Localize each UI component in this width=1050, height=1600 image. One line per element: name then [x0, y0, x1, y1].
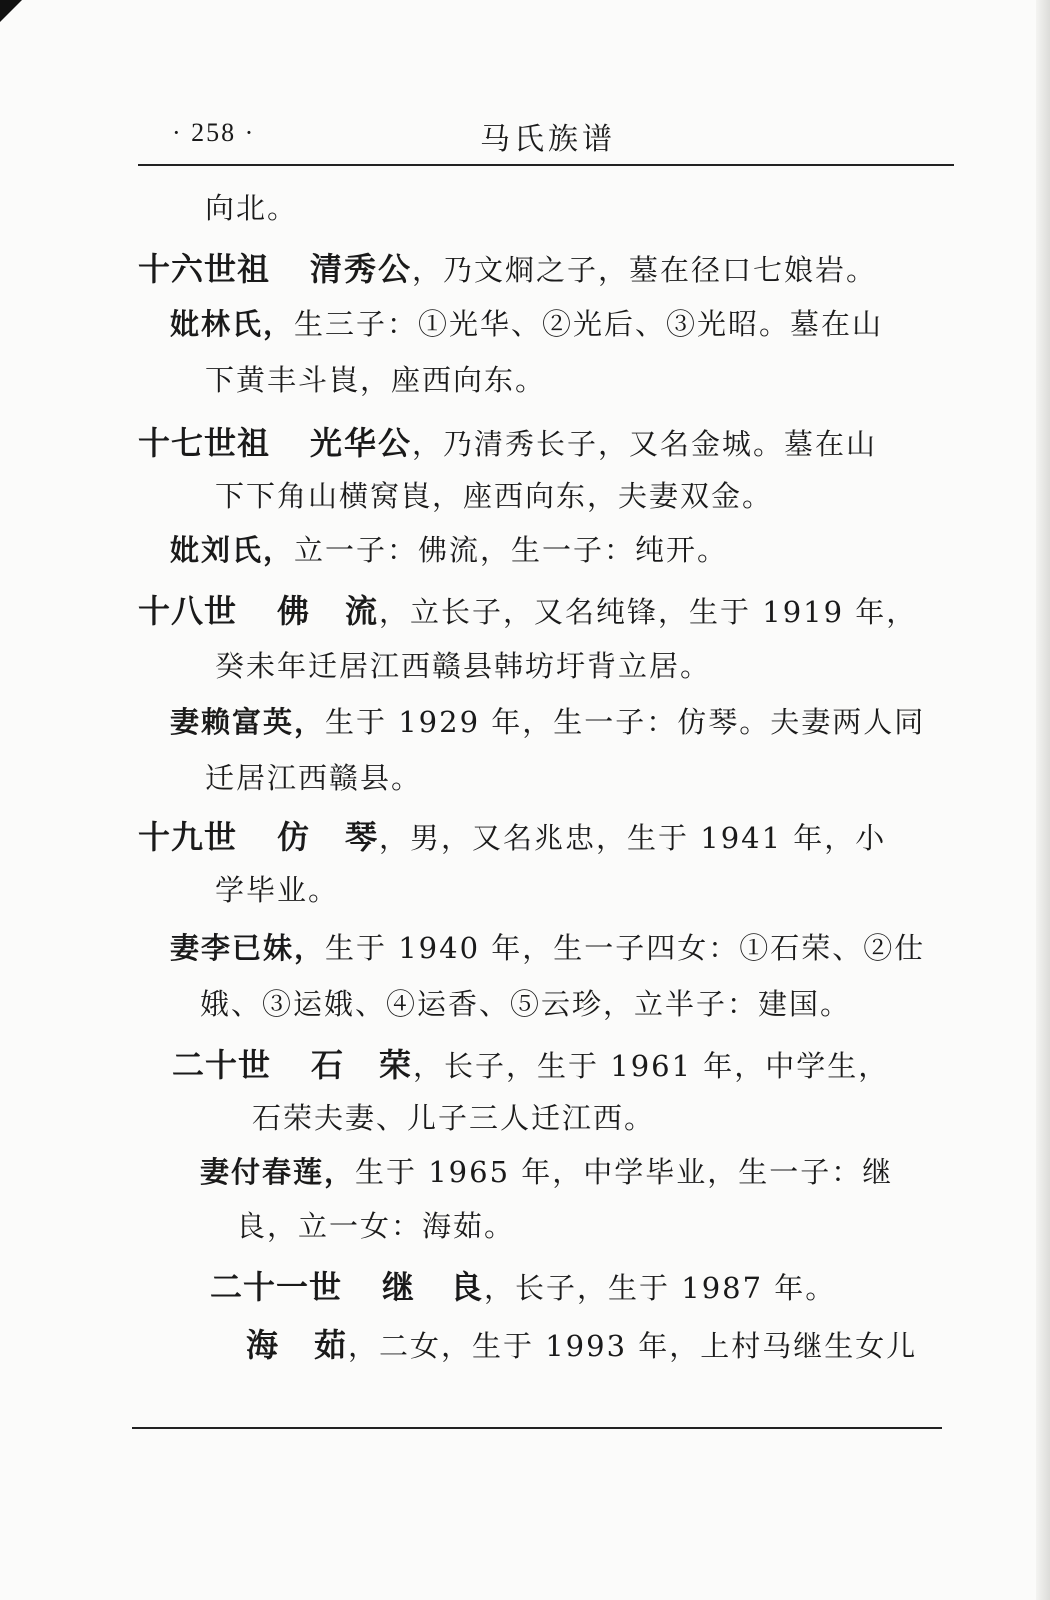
book-title: 马氏族谱: [480, 122, 616, 157]
text-line: 下黄丰斗崀，座西向东。: [205, 363, 547, 397]
genealogy-entry: [138, 812, 886, 858]
spouse-entry: [170, 926, 925, 967]
page-edge-shadow: [1036, 0, 1050, 1600]
text-line: 学毕业。: [215, 873, 340, 907]
genealogy-entry: [138, 244, 877, 290]
ancestor-name: 佛 流: [277, 592, 380, 630]
entry-text: ，二女，生于 1993 年，上村马继生女儿: [348, 1329, 918, 1363]
spouse-entry: [170, 302, 883, 343]
ancestor-name: 清秀公: [310, 250, 413, 288]
text-line: 癸未年迁居江西赣县韩坊圩背立居。: [215, 649, 712, 683]
spouse-entry: [170, 700, 925, 741]
spouse-entry: [170, 528, 728, 569]
entry-text: 生三子：①光华、②光后、③光昭。墓在山: [294, 307, 884, 341]
entry-text: 立一子：佛流，生一子：纯开。: [294, 533, 729, 567]
page-number: · 258 ·: [172, 118, 256, 147]
entry-text: ，乃清秀长子，又名金城。墓在山: [412, 427, 878, 461]
entry-text: ，长子，生于 1961 年，中学生，: [413, 1049, 890, 1083]
text-line: 良，立一女：海茹。: [236, 1209, 516, 1243]
scan-corner-mark: [0, 0, 22, 22]
spouse-name: 妣林氏，: [170, 307, 295, 341]
running-header: [138, 108, 954, 160]
spouse-name: 妻李已妹，: [170, 931, 326, 965]
descendant-name: 海 茹: [246, 1326, 349, 1364]
ancestor-name: 光华公: [310, 424, 413, 462]
ancestor-name: 继 良: [382, 1268, 485, 1306]
generation-label: 十六世祖: [138, 250, 271, 288]
generation-label: 二十世: [172, 1046, 272, 1084]
ancestor-name: 石 荣: [311, 1046, 414, 1084]
entry-text: ，立长子，又名纯锋，生于 1919 年，: [379, 595, 918, 629]
ancestor-name: 仿 琴: [277, 818, 380, 856]
spouse-name: 妻赖富英，: [170, 705, 326, 739]
entry-text: ，男，又名兆忠，生于 1941 年，小: [379, 821, 887, 855]
spouse-name: 妣刘氏，: [170, 533, 295, 567]
entry-text: ，乃文烱之子，墓在径口七娘岩。: [412, 253, 878, 287]
entry-text: 生于 1940 年，生一子四女：①石荣、②仕: [325, 931, 926, 965]
genealogy-entry: [138, 586, 917, 632]
genealogy-entry: [172, 1040, 889, 1086]
text-line: 娥、③运娥、④运香、⑤云珍，立半子：建国。: [200, 987, 852, 1021]
generation-label: 二十一世: [210, 1268, 343, 1306]
text-line: 下下角山横窝崀，座西向东，夫妻双金。: [215, 479, 774, 513]
generation-label: 十九世: [138, 818, 238, 856]
entry-text: ，长子，生于 1987 年。: [484, 1271, 837, 1305]
footer-rule: [132, 1427, 942, 1429]
genealogy-entry: [210, 1262, 836, 1308]
text-line: 迁居江西赣县。: [205, 761, 423, 795]
spouse-entry: [200, 1150, 893, 1191]
entry-text: 生于 1929 年，生一子：仿琴。夫妻两人同: [325, 705, 926, 739]
text-line: 石荣夫妻、儿子三人迁江西。: [252, 1101, 656, 1135]
text-line: 向北。: [205, 191, 299, 225]
spouse-name: 妻付春莲，: [200, 1155, 356, 1189]
genealogy-entry: [138, 418, 877, 464]
generation-label: 十七世祖: [138, 424, 271, 462]
genealogy-entry: [246, 1320, 917, 1366]
generation-label: 十八世: [138, 592, 238, 630]
entry-text: 生于 1965 年，中学毕业，生一子：继: [355, 1155, 894, 1189]
header-rule: [138, 164, 954, 166]
